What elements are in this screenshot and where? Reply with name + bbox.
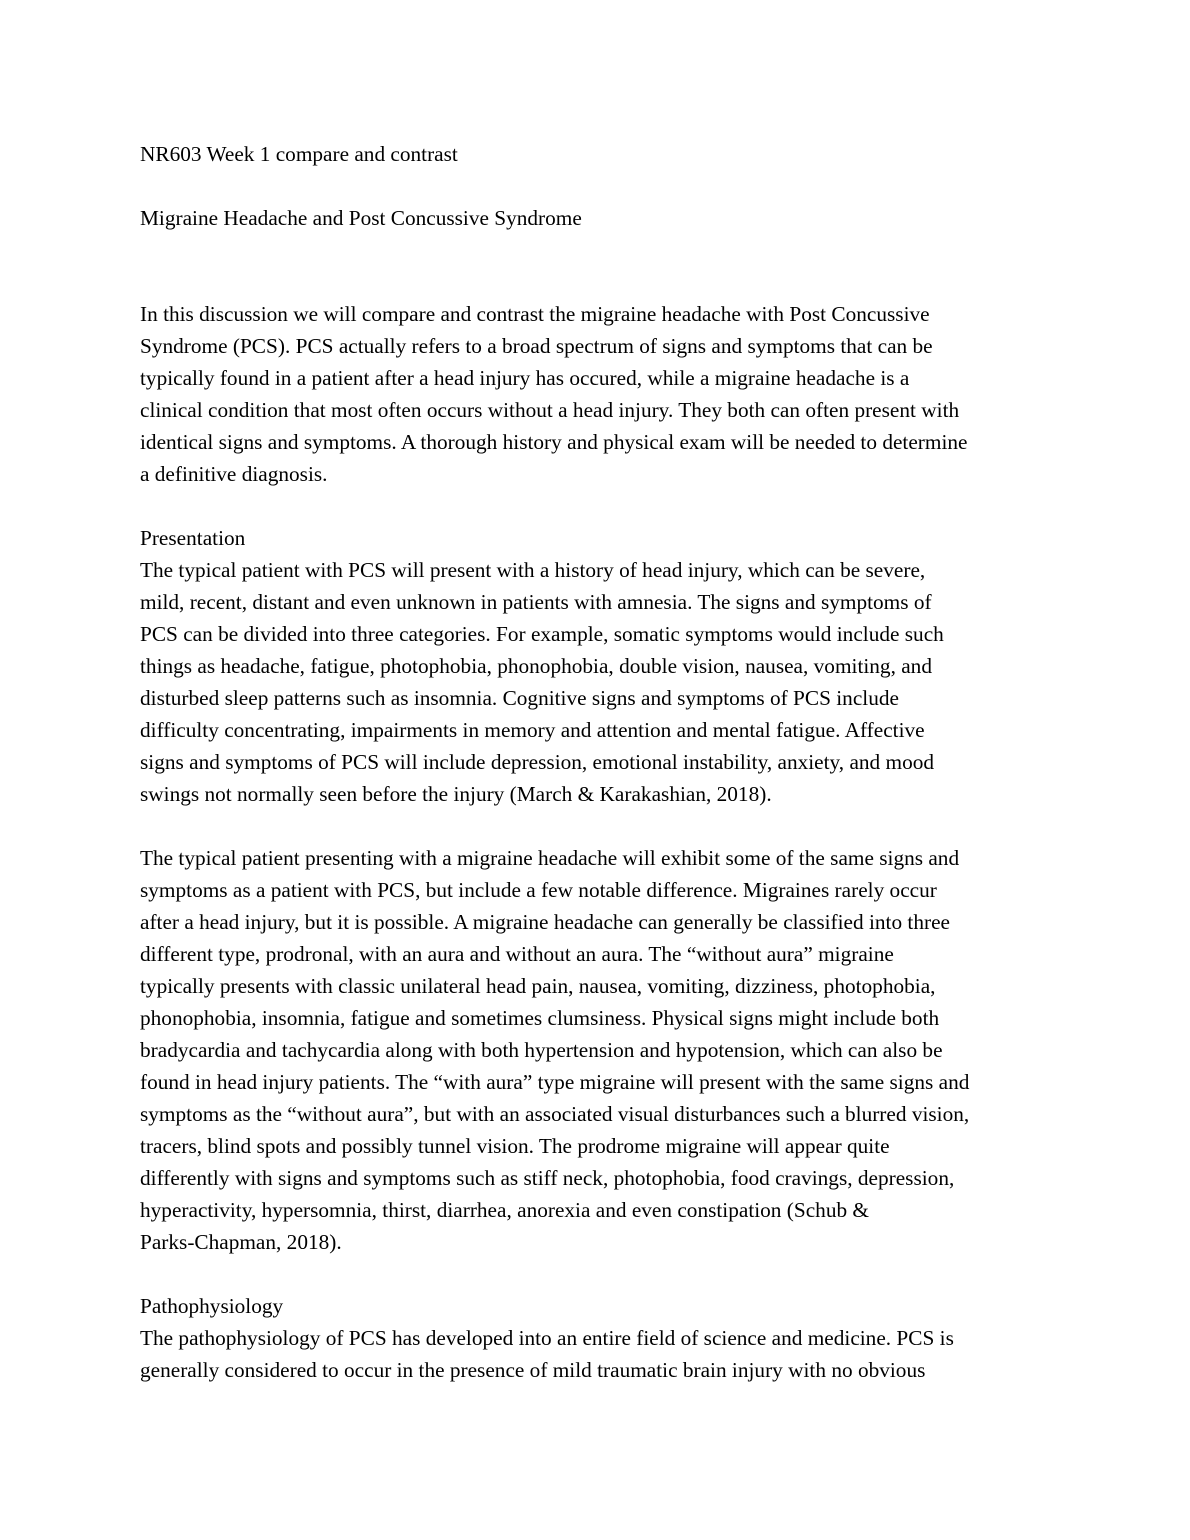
paragraph-line: typically presents with classic unilateral head pain, nausea, vomiting, dizziness, photophobia,	[140, 974, 936, 998]
document-body	[140, 138, 1060, 1386]
paragraph-line: symptoms as the “without aura”, but with an associated visual disturbances such a blurred vision,	[140, 1102, 970, 1126]
paragraph-line: clinical condition that most often occurs without a head injury. They both can often present with	[140, 398, 960, 422]
pcs-presentation-paragraph	[140, 554, 1060, 810]
paragraph-line: swings not normally seen before the injury (March & Karakashian, 2018).	[140, 782, 772, 806]
paragraph-line: Syndrome (PCS). PCS actually refers to a broad spectrum of signs and symptoms that can be	[140, 334, 933, 358]
paragraph-line: differently with signs and symptoms such as stiff neck, photophobia, food cravings, depression,	[140, 1166, 955, 1190]
paragraph-line: tracers, blind spots and possibly tunnel vision. The prodrome migraine will appear quite	[140, 1134, 890, 1158]
spacer	[140, 170, 1060, 202]
paragraph-line: disturbed sleep patterns such as insomnia. Cognitive signs and symptoms of PCS include	[140, 686, 899, 710]
section-heading: Pathophysiology	[140, 1294, 284, 1318]
paragraph-line: difficulty concentrating, impairments in memory and attention and mental fatigue. Affective	[140, 718, 925, 742]
section-pathophysiology	[140, 1290, 1060, 1386]
paragraph-line: different type, prodronal, with an aura and without an aura. The “without aura” migraine	[140, 942, 894, 966]
paragraph-line: The typical patient with PCS will present with a history of head injury, which can be severe,	[140, 558, 926, 582]
paragraph-line: generally considered to occur in the presence of mild traumatic brain injury with no obvious	[140, 1358, 926, 1382]
spacer	[140, 234, 1060, 298]
spacer	[140, 810, 1060, 842]
paragraph-line: found in head injury patients. The “with aura” type migraine will present with the same signs and	[140, 1070, 970, 1094]
paragraph-line: things as headache, fatigue, photophobia, phonophobia, double vision, nausea, vomiting, and	[140, 654, 932, 678]
paragraph-line: In this discussion we will compare and contrast the migraine headache with Post Concussive	[140, 302, 930, 326]
paragraph-line: mild, recent, distant and even unknown in patients with amnesia. The signs and symptoms of	[140, 590, 932, 614]
intro-paragraph	[140, 298, 1060, 490]
section-heading: Presentation	[140, 526, 246, 550]
paragraph-line: The pathophysiology of PCS has developed into an entire field of science and medicine. PCS is	[140, 1326, 954, 1350]
paragraph-line: identical signs and symptoms. A thorough history and physical exam will be needed to determine	[140, 430, 968, 454]
section-presentation	[140, 522, 1060, 1258]
paragraph-line: a definitive diagnosis.	[140, 462, 328, 486]
spacer	[140, 1258, 1060, 1290]
paragraph-line: Parks-Chapman, 2018).	[140, 1230, 342, 1254]
paragraph-line: PCS can be divided into three categories. For example, somatic symptoms would include such	[140, 622, 944, 646]
paragraph-line: after a head injury, but it is possible. A migraine headache can generally be classified into three	[140, 910, 950, 934]
document-title: Migraine Headache and Post Concussive Syndrome	[140, 206, 582, 230]
paragraph-line: typically found in a patient after a head injury has occured, while a migraine headache is a	[140, 366, 910, 390]
paragraph-line: phonophobia, insomnia, fatigue and sometimes clumsiness. Physical signs might include both	[140, 1006, 940, 1030]
paragraph-line: The typical patient presenting with a migraine headache will exhibit some of the same signs and	[140, 846, 960, 870]
migraine-presentation-paragraph	[140, 842, 1060, 1258]
paragraph-line: signs and symptoms of PCS will include depression, emotional instability, anxiety, and mood	[140, 750, 935, 774]
spacer	[140, 490, 1060, 522]
pathophysiology-paragraph	[140, 1322, 1060, 1386]
document-header-line: NR603 Week 1 compare and contrast	[140, 142, 458, 166]
paragraph-line: symptoms as a patient with PCS, but include a few notable difference. Migraines rarely occur	[140, 878, 937, 902]
paragraph-line: bradycardia and tachycardia along with both hypertension and hypotension, which can also be	[140, 1038, 943, 1062]
paragraph-line: hyperactivity, hypersomnia, thirst, diarrhea, anorexia and even constipation (Schub &	[140, 1198, 870, 1222]
